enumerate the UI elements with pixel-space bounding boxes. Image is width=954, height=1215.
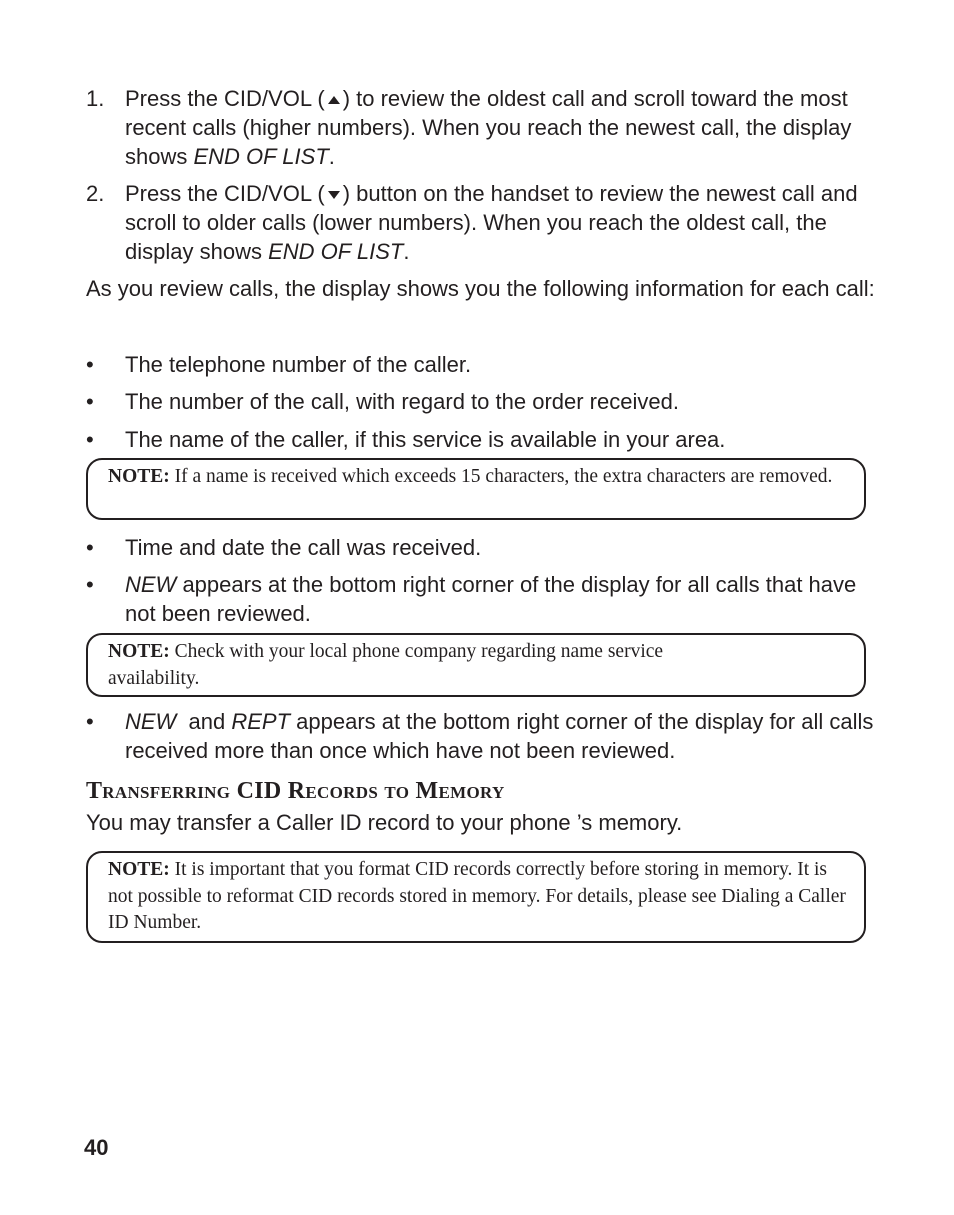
bullet-text: Time and date the call was received. [125,535,482,560]
bullet-text: The telephone number of the caller. [125,352,472,377]
bullet-text-body: appears at the bottom right corner of the display for all calls that have not been reviewed. [125,572,857,626]
bullet-icon: • [86,389,94,414]
step-text-body: ) button on the handset to review the newest call and scroll to older calls (lower numbers). When you reach the oldest call, the display shows [125,181,858,264]
end-of-list-label: END OF LIST [268,239,404,264]
step-text-body: ) to review the oldest call and scroll toward the most recent calls (higher numbers). When you reach the newest call, the display shows [125,86,852,169]
note-box [86,458,866,520]
note-label: NOTE: [108,466,170,487]
note-label: NOTE: [108,641,170,662]
note-box [86,851,866,943]
step-2 [86,179,876,266]
step-text [125,179,876,266]
note-text: If a name is received which exceeds 15 characters, the extra characters are removed. [169,466,833,487]
bullet-item [86,425,876,454]
bullet-icon: • [86,709,94,734]
bullet-icon: • [86,572,94,597]
step-number: 1. [86,86,105,111]
section-paragraph: You may transfer a Caller ID record to your phone ’s memory. [86,810,683,835]
bullet-text [125,570,876,628]
note-text: It is important that you format CID records correctly before storing in memory. It is not possible to reformat CID records stored in memory. For details, please see Dialing a Caller ID Number. [108,859,846,933]
intro-paragraph: As you review calls, the display shows you the following information for each call: [86,276,875,301]
note-box [86,633,866,697]
triangle-up-icon [328,96,340,104]
triangle-down-icon [328,191,340,199]
bullet-text: The name of the caller, if this service is available in your area. [125,427,726,452]
note-text: Check with your local phone company regarding name service availability. [108,641,664,689]
new-label: NEW [125,709,177,734]
bullet-item [86,350,876,379]
step-text [125,84,876,171]
bullet-icon: • [86,427,94,452]
step-1 [86,84,876,171]
step-text-start: Press the CID/VOL ( [125,181,325,206]
step-text-end: . [328,144,335,169]
section-heading: Transferring CID Records to Memory [86,778,505,804]
bullet-text [125,707,876,765]
rept-label: REPT [231,709,291,734]
step-number: 2. [86,181,105,206]
bullet-text-body: appears at the bottom right corner of the display for all calls received more than once which have not been reviewed. [125,709,874,763]
bullet-text-mid: and [176,709,232,734]
step-text-end: . [403,239,410,264]
bullet-text: The number of the call, with regard to the order received. [125,389,679,414]
bullet-item [86,570,876,628]
page-number: 40 [84,1135,109,1160]
new-label: NEW [125,572,177,597]
step-text-start: Press the CID/VOL ( [125,86,325,111]
bullet-icon: • [86,535,94,560]
bullet-icon: • [86,352,94,377]
bullet-item [86,533,876,562]
bullet-item [86,707,876,765]
end-of-list-label: END OF LIST [193,144,329,169]
note-label: NOTE: [108,859,170,880]
bullet-item [86,387,876,416]
